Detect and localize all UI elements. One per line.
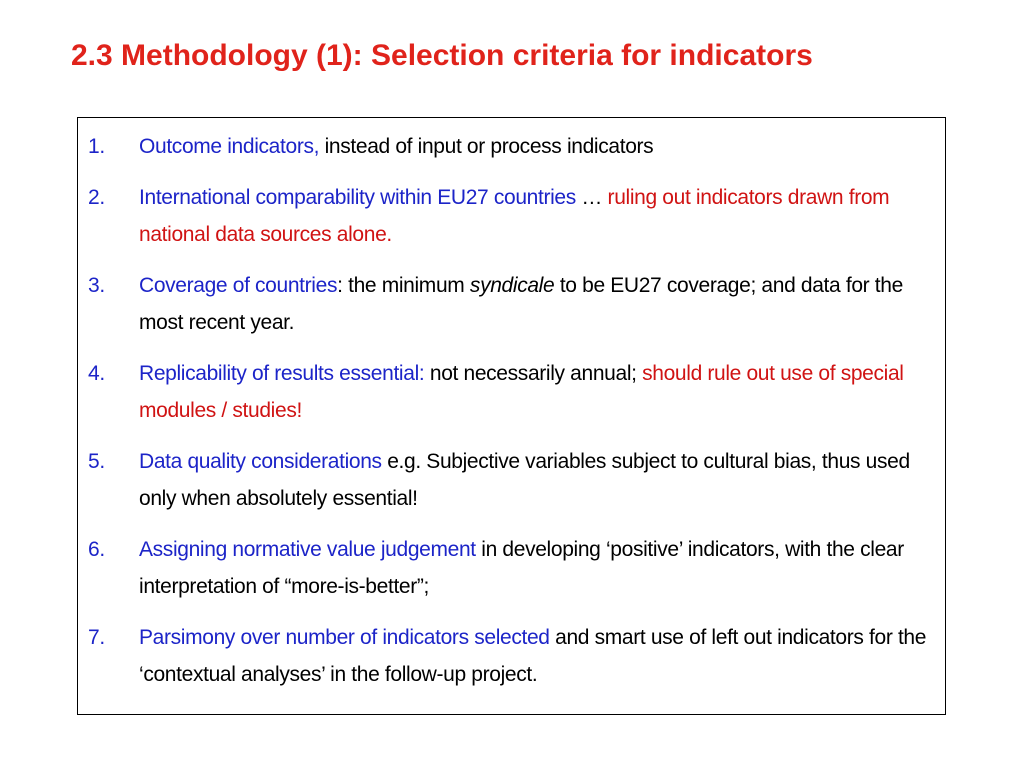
criterion-text: e.g. Subjective variables subject to cultural bias, thus used only when absolutely essential! xyxy=(139,450,910,510)
criterion-text: instead of input or process indicators xyxy=(319,135,654,158)
criterion-5 xyxy=(78,443,945,517)
criterion-number: 1. xyxy=(88,135,105,158)
criterion-text: : the minimum xyxy=(337,274,470,297)
criterion-1 xyxy=(78,128,945,165)
criterion-italic-term: syndicale xyxy=(469,274,555,297)
criterion-4 xyxy=(78,355,945,429)
criterion-heading: Coverage of countries xyxy=(139,274,338,297)
criterion-3 xyxy=(78,267,945,341)
criterion-number: 5. xyxy=(88,450,105,473)
criterion-text: and smart use of left out indicators for the ‘contextual analyses’ in the follow-up project. xyxy=(139,626,927,686)
criterion-heading: Outcome indicators, xyxy=(139,135,320,158)
criterion-heading: Data quality considerations xyxy=(139,450,382,473)
slide-title: 2.3 Methodology (1): Selection criteria for indicators xyxy=(71,39,813,72)
criterion-emphasis: should rule out use of special modules / studies! xyxy=(139,362,904,422)
criterion-emphasis: ruling out indicators drawn from national data sources alone. xyxy=(139,186,890,246)
criterion-2 xyxy=(78,179,945,253)
criterion-number: 6. xyxy=(88,538,105,561)
criterion-number: 7. xyxy=(88,626,105,649)
criterion-number: 3. xyxy=(88,274,105,297)
criterion-7 xyxy=(78,619,945,693)
criterion-heading: Assigning normative value judgement xyxy=(139,538,476,561)
criterion-number: 4. xyxy=(88,362,105,385)
criterion-heading: Parsimony over number of indicators selected xyxy=(139,626,550,649)
criterion-heading: Replicability of results essential: xyxy=(139,362,425,385)
criterion-6 xyxy=(78,531,945,605)
criterion-text: … xyxy=(575,186,608,209)
criteria-box xyxy=(77,117,946,715)
criterion-text: not necessarily annual; xyxy=(424,362,643,385)
criterion-text: in developing ‘positive’ indicators, with the clear interpretation of “more-is-better”; xyxy=(139,538,904,598)
criterion-heading: International comparability within EU27 countries xyxy=(139,186,576,209)
criteria-list xyxy=(78,128,945,707)
criterion-text: to be EU27 coverage; and data for the most recent year. xyxy=(139,274,903,334)
criterion-number: 2. xyxy=(88,186,105,209)
